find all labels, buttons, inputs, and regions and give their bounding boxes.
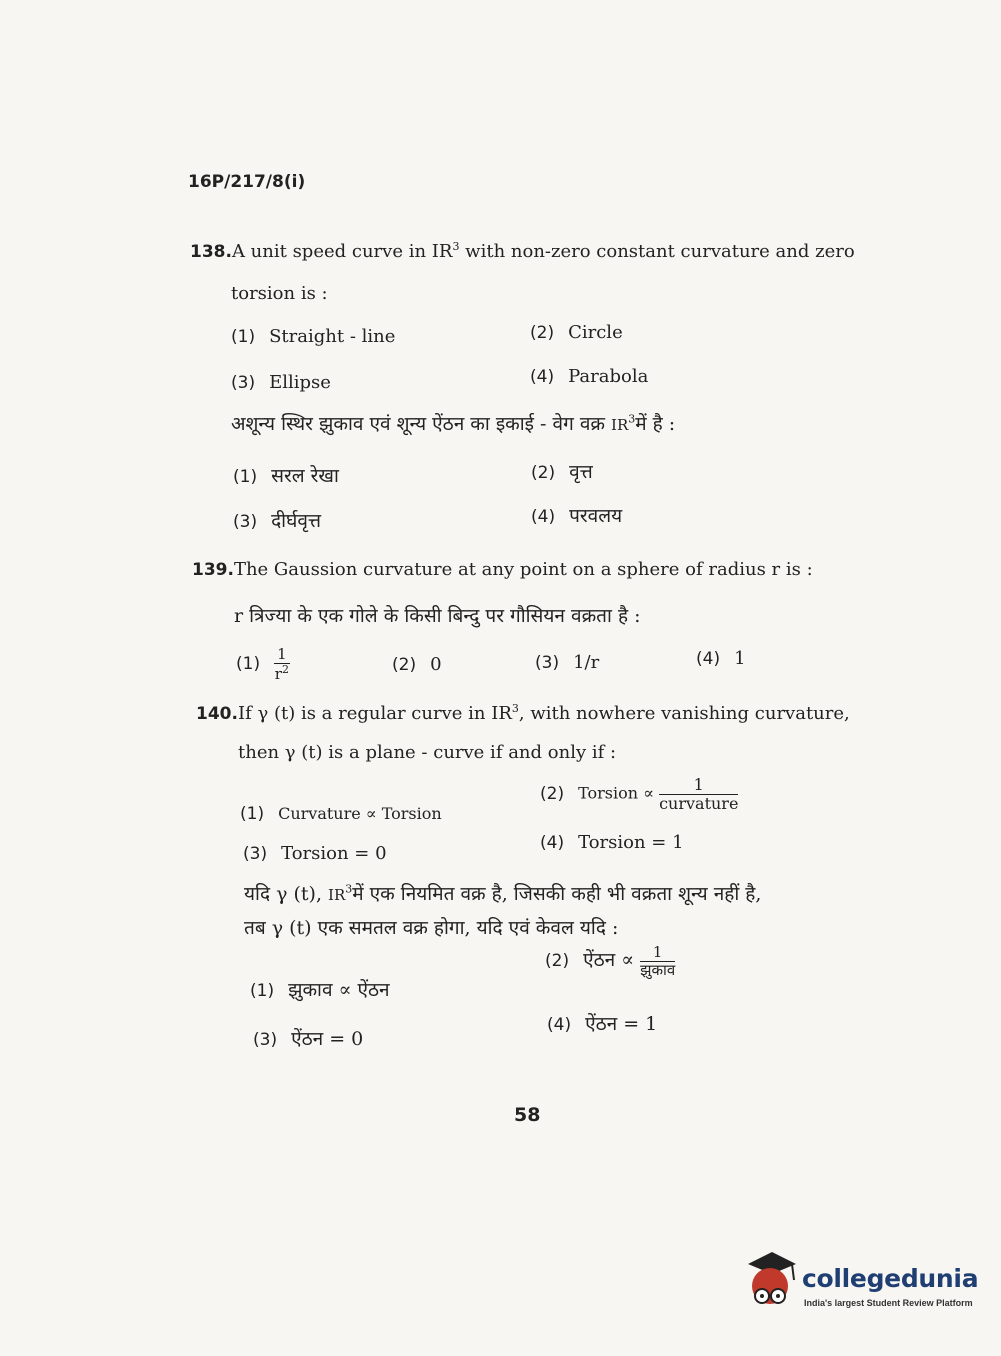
q139-line1: 139.The Gaussion curvature at any point on a sphere of radius r is : bbox=[192, 559, 813, 580]
q140-hindi-line2: तब γ (t) एक समतल वक्र होगा, यदि एवं केवल यदि : bbox=[244, 917, 619, 939]
q138-option-3[interactable]: (3) Ellipse bbox=[231, 372, 331, 393]
q138-hindi-option-3[interactable]: (3) दीर्घवृत्त bbox=[233, 510, 322, 532]
page-number: 58 bbox=[514, 1104, 541, 1126]
q139-hindi-text: r त्रिज्या के एक गोले के किसी बिन्दु पर गौसियन वक्रता है : bbox=[234, 605, 641, 627]
q140-option-4[interactable]: (4) Torsion = 1 bbox=[540, 832, 684, 853]
q138-hindi-option-2[interactable]: (2) वृत्त bbox=[531, 461, 593, 483]
q139-option-1[interactable]: (1) $\frac{1}{r^2}$ bbox=[236, 645, 289, 683]
q139-number: 139. bbox=[192, 560, 234, 580]
paper-code: 16P/217/8(i) bbox=[188, 172, 306, 192]
q140-option-2[interactable]: (2) Torsion ∝ $\frac{1}{\text{curvature}}$ bbox=[540, 775, 739, 813]
q138-hindi-option-1[interactable]: (1) सरल रेखा bbox=[233, 465, 339, 487]
q138-option-4[interactable]: (4) Parabola bbox=[530, 366, 649, 387]
q140-line2: then γ (t) is a plane - curve if and only if : bbox=[238, 742, 617, 763]
q140-hindi-option-2[interactable]: (2) ऐंठन ∝ $\frac{1}{\text{झुकाव}}$ bbox=[545, 943, 676, 979]
q139-option-4[interactable]: (4) 1 bbox=[696, 648, 746, 669]
q138-line2: torsion is : bbox=[231, 283, 328, 304]
q140-number: 140. bbox=[196, 704, 238, 724]
q138-hindi-option-4[interactable]: (4) परवलय bbox=[531, 505, 623, 527]
q140-option-1[interactable]: (1) Curvature ∝ Torsion bbox=[240, 804, 442, 824]
q140-line1: 140.If γ (t) is a regular curve in $IR^3$, with nowhere vanishing curvature, bbox=[196, 702, 850, 724]
q140-option-3[interactable]: (3) Torsion = 0 bbox=[243, 843, 387, 864]
brand-name: collegedunia bbox=[802, 1264, 979, 1293]
q139-option-2[interactable]: (2) 0 bbox=[392, 654, 442, 675]
mascot-icon bbox=[742, 1250, 800, 1312]
collegedunia-watermark bbox=[742, 1250, 979, 1320]
q140-hindi-option-1[interactable]: (1) झुकाव ∝ ऐंठन bbox=[250, 979, 390, 1001]
q140-hindi-option-4[interactable]: (4) ऐंठन = 1 bbox=[547, 1013, 658, 1035]
q138-hindi-text: अशून्य स्थिर झुकाव एवं शून्य ऐंठन का इकाई - वेग वक्र $IR^3में$ है : bbox=[231, 412, 676, 435]
q138-option-1[interactable]: (1) Straight - line bbox=[231, 326, 396, 347]
q138-number: 138. bbox=[190, 242, 232, 262]
q139-option-3[interactable]: (3) 1/r bbox=[535, 652, 600, 673]
q140-hindi-option-3[interactable]: (3) ऐंठन = 0 bbox=[253, 1028, 364, 1050]
q138-option-2[interactable]: (2) Circle bbox=[530, 322, 623, 343]
q140-hindi-line1: यदि γ (t), $IR^3में$ एक नियमित वक्र है, जिसकी कही भी वक्रता शून्य नहीं है, bbox=[244, 882, 762, 905]
brand-tagline: India's largest Student Review Platform bbox=[804, 1298, 973, 1308]
q138-line1: 138.A unit speed curve in $IR^3$ with non-zero constant curvature and zero bbox=[190, 240, 855, 262]
